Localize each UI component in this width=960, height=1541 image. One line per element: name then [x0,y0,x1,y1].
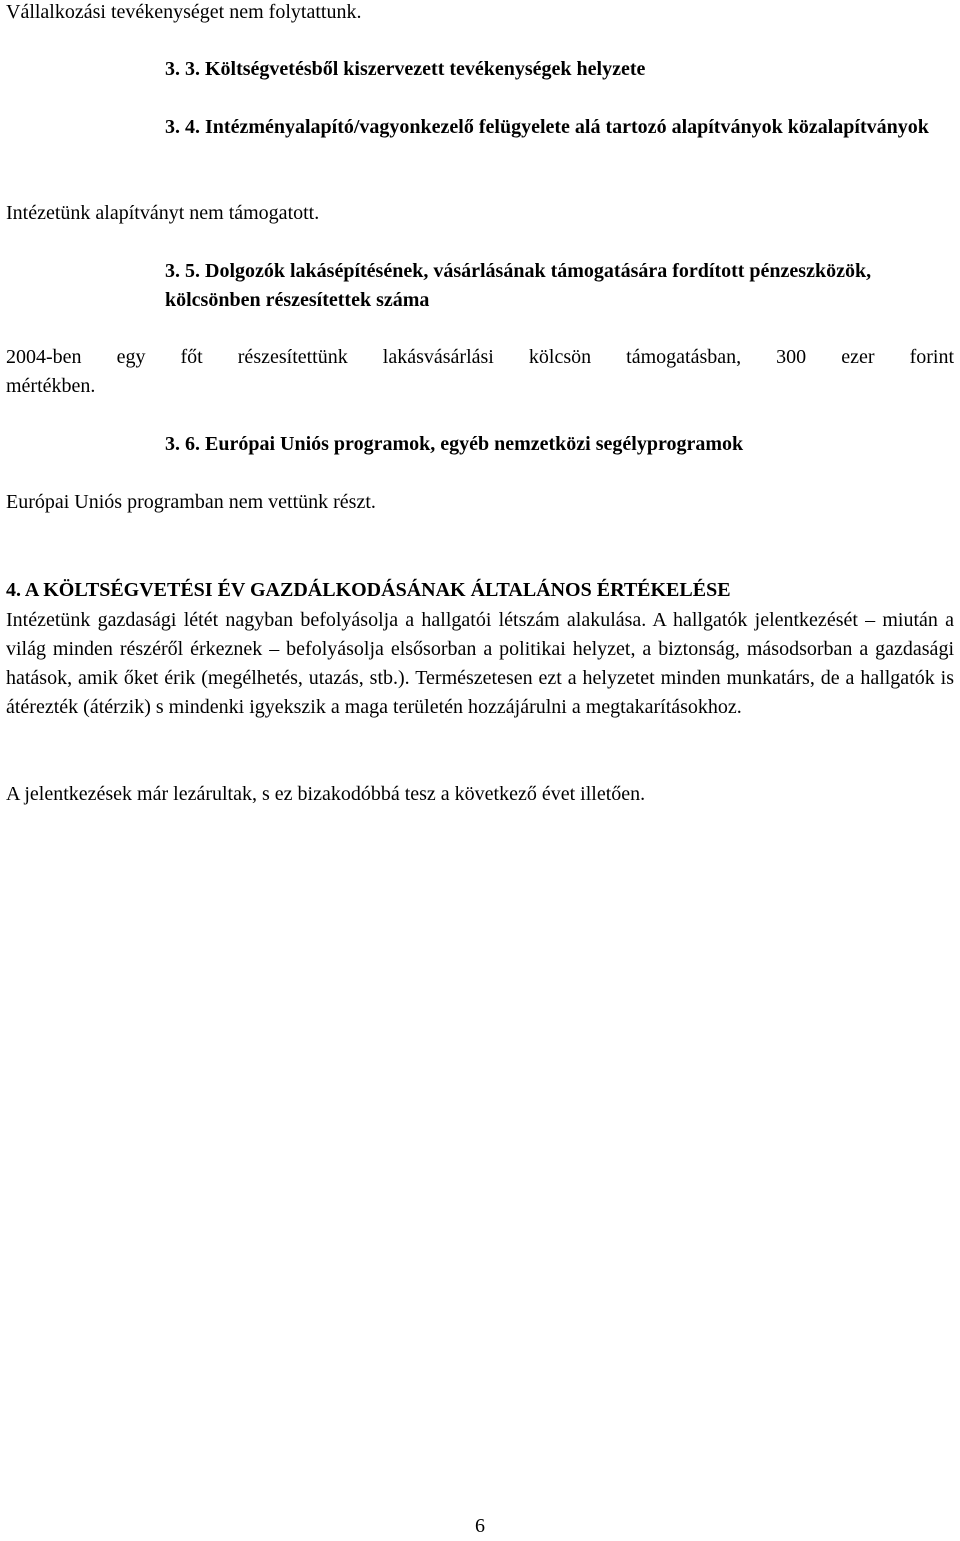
section-4-heading: 4. A KÖLTSÉGVETÉSI ÉV GAZDÁLKODÁSÁNAK ÁLTALÁNOS ÉRTÉKELÉSE [6,579,731,601]
section-3-5-text-line-1: 2004-ben egy főt részesítettünk lakásvásárlási kölcsön támogatásban, 300 ezer forint [6,346,954,368]
section-3-3-heading: 3. 3. Költségvetésből kiszervezett tevékenységek helyzete [165,58,646,80]
section-3-6-text: Európai Uniós programban nem vettünk részt. [6,491,376,513]
section-3-4-heading: 3. 4. Intézményalapító/vagyonkezelő felügyelete alá tartozó alapítványok közalapítványok [165,116,929,138]
intro-line: Vállalkozási tevékenységet nem folytattunk. [6,1,362,23]
section-4-paragraph-1: Intézetünk gazdasági létét nagyban befolyásolja a hallgatói létszám alakulása. A hallgatók jelentkezését – miután a világ minden részéről érkeznek – befolyásolja elsősorban a politikai helyzet, a biztonság, másodsorban a gazdasági hatások, amik őket érik (megélhetés, utazás, stb.). Természetesen ezt a helyzetet minden munkatárs, de a hallgatók is átérezték (átérzik) s mindenki igyekszik a maga területén hozzájárulni a megtakarításokhoz. [6,609,954,718]
section-4-paragraph-2: A jelentkezések már lezárultak, s ez bizakodóbbá tesz a következő évet illetően. [6,783,646,805]
section-3-5-text-line-2: mértékben. [6,375,96,397]
page-number: 6 [475,1515,485,1537]
section-3-6-heading: 3. 6. Európai Uniós programok, egyéb nemzetközi segélyprogramok [165,433,744,455]
section-3-4-text: Intézetünk alapítványt nem támogatott. [6,202,320,224]
section-3-5-heading: 3. 5. Dolgozók lakásépítésének, vásárlásának támogatására fordított pénzeszközök, kölcsönben részesítettek száma [165,260,872,311]
